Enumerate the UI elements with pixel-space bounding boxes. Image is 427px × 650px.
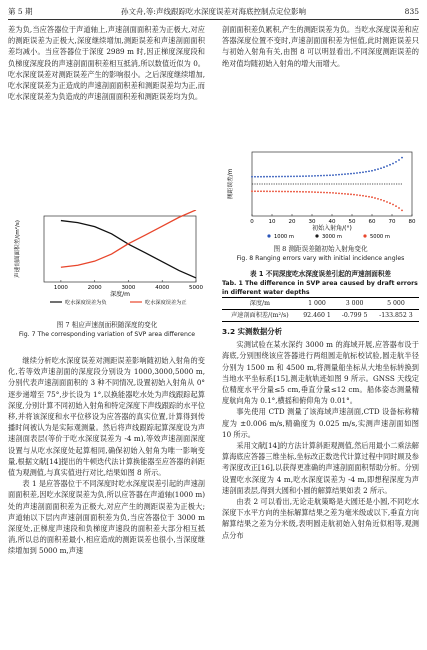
- x-tick-label: 4000: [155, 285, 170, 291]
- series-point-1: [287, 176, 289, 178]
- x-tick-label: 40: [328, 219, 336, 225]
- series-point-1: [284, 176, 286, 178]
- series-point-1: [260, 176, 262, 178]
- series-point-3: [290, 191, 292, 193]
- series-point-3: [374, 197, 376, 199]
- right-paragraph-4: 采用文献[14]的方法计算斜距观测值,然后用最小二乘法解算海底应答器三维坐标,坐标改正数迭代计算过程中同时顾及参考深度改正[16],以获得更准确的声速剖面面积帮助分析。分别设置吃水深度为 4 m,吃水深度误差为 -4 m,即想程深度为声速剖面表层,得到大圆和小圆的解算结果如表 2 所示。: [222, 441, 419, 495]
- series-point-1: [266, 176, 268, 178]
- table-1-cell: -0.799 5: [336, 310, 372, 322]
- series-point-3: [383, 200, 385, 202]
- series-point-1: [383, 166, 385, 168]
- series-point-3: [308, 191, 310, 193]
- series-point-3: [251, 190, 253, 192]
- series-point-3: [389, 202, 391, 204]
- legend-label: 3000 m: [322, 234, 342, 240]
- running-header: [8, 6, 419, 18]
- section-heading: 3.2 实测数据分析: [222, 327, 283, 336]
- table-1-row-label: 声速剖面积差/(m²/s): [222, 310, 298, 322]
- right-paragraph-3: 事先使用 CTD 测量了该海域声速剖面,CTD 设备标称精度为 ±0.006 m/s,精确度为 0.025 m/s,实测声速剖面如图 10 所示。: [222, 407, 419, 439]
- table-1-header-d3: 5 000: [373, 298, 419, 310]
- series-point-1: [392, 163, 394, 165]
- series-point-3: [341, 193, 343, 195]
- left-column-lower: [8, 355, 205, 557]
- series-point-3: [269, 190, 271, 192]
- series-point-1: [377, 168, 379, 170]
- x-tick-label: 80: [408, 219, 416, 225]
- series-line-1: [61, 221, 196, 278]
- table-1-title-en: Tab. 1 The difference in SVP area caused by draft errors in different water depths: [222, 280, 418, 296]
- series-point-1: [371, 170, 373, 172]
- series-point-3: [323, 192, 325, 194]
- series-point-1: [251, 176, 253, 178]
- x-tick-label: 70: [388, 219, 396, 225]
- series-point-3: [398, 207, 400, 209]
- series-point-3: [338, 192, 340, 194]
- series-point-1: [329, 174, 331, 176]
- series-point-3: [344, 193, 346, 195]
- series-point-1: [389, 164, 391, 166]
- series-point-3: [305, 191, 307, 193]
- x-tick-label: 2000: [87, 285, 102, 291]
- series-point-3: [284, 191, 286, 193]
- y-axis-label: 声速剖面面积差/(m²/s): [15, 220, 21, 278]
- series-point-3: [401, 210, 403, 212]
- series-point-3: [362, 195, 364, 197]
- legend-label: 1000 m: [274, 234, 294, 240]
- right-paragraph-5: 由表 2 可以看出,无论走航策略是大圆还是小圆,不同吃水深度下水平方向的坐标解算结果之差为毫米级或以下,垂直方向解算结果之差为分米级,表明圆走航初始入射角近似相等,观测点分布: [222, 497, 419, 540]
- x-tick-label: 50: [348, 219, 356, 225]
- series-point-1: [317, 175, 319, 177]
- table-1-cell: 92.460 1: [298, 310, 337, 322]
- series-point-3: [332, 192, 334, 194]
- series-point-3: [392, 204, 394, 206]
- series-point-1: [323, 175, 325, 177]
- series-point-1: [326, 175, 328, 177]
- series-point-1: [359, 172, 361, 174]
- series-point-3: [278, 191, 280, 193]
- series-point-3: [326, 192, 328, 194]
- running-title: 孙文舟,等:声线跟踪吃水深度误差对海底控制点定位影响: [121, 7, 306, 16]
- left-paragraph-2: 继续分析吃水深度误差对测距误差影响随初始入射角的变化,若等效声速剖面的深度段分别设为 1000,3000,5000 m,分别代表声速剖面面积的 3 种不同情况,设置初始入射角从 0°逐步递增至 75°,步长设为 1°,以换能器吃水处为声线跟踪起算深度,分别计算不同初始入射角和特定深度下声线跟踪的水平位移,并将该深度和水平位移设为应答器的真实位置,计算得到传播时间被认为是实际观测量。然后将声线跟踪起算深度设为声速剖面表层(等价于吃水深度误差为 -4 m),等效声速剖面深度设置与从吃水深度处起算相同,确保初始入射角为唯一影响变量,根据文献[14]提出的牛顿迭代法计算换能器至应答器的斜距值为观测值,与真实值进行对比,结果如图 8 所示。: [8, 356, 205, 478]
- x-axis-label: 深度/m: [110, 291, 130, 298]
- right-paragraph-2: 实测试验在某水深约 3000 m 的海域开展,应答器布设于海底,分别围绕该应答器进行两组圆走航标校试验,圆走航半径分别为 1500 m 和 4500 m,将测量船坐标从大地坐标转换到当地水平坐标系[15],测走航轨迹如图 9 所示。GNSS 天线定位精度水平分量≤5 cm,垂直分量≤12 cm。船体姿态测量精度航向角为 0.1°,横摇和俯仰角为 0.01°。: [222, 340, 419, 406]
- x-tick-label: 30: [308, 219, 316, 225]
- series-point-3: [320, 191, 322, 193]
- x-tick-label: 0: [250, 219, 254, 225]
- figure-8-caption-cn: 图 8 测距误差随初始入射角变化: [273, 245, 368, 254]
- right-column: [222, 24, 419, 69]
- legend-swatch: [315, 234, 318, 237]
- x-tick-label: 5000: [189, 285, 203, 291]
- figure-7: [10, 210, 204, 338]
- left-column: [8, 24, 205, 102]
- series-point-3: [296, 191, 298, 193]
- series-point-1: [278, 176, 280, 178]
- left-paragraph-1: 差为负,当应答器位于声道轴上,声速剖面面积差为正极大,对应的测距误差为正极大,深度继续增加,测距误差和声速剖面面积差均减小。当应答器位于深度 2989 m 时,因正梯度深度段和负梯度深度段的声速剖面面积差相互抵消,所以数值近似为 0。吃水深度误差对测距误差产生的影响很小。之后深度继续增加,吃水深度误差为正造成的声速剖面面积差和测距误差均为正,而吃水深度误差为负造成的声速剖面面积差和测距误差均为负。: [8, 25, 205, 102]
- series-point-1: [311, 175, 313, 177]
- figure-8-chart: [222, 146, 419, 242]
- series-point-1: [401, 157, 403, 159]
- series-point-1: [380, 167, 382, 169]
- series-point-1: [353, 172, 355, 174]
- table-1: [222, 297, 419, 322]
- series-point-1: [356, 172, 358, 174]
- series-point-3: [395, 205, 397, 207]
- series-point-1: [386, 165, 388, 167]
- series-point-1: [293, 175, 295, 177]
- table-1-header-d2: 3 000: [336, 298, 372, 310]
- series-point-3: [302, 191, 304, 193]
- series-point-1: [269, 176, 271, 178]
- series-point-1: [314, 175, 316, 177]
- series-point-3: [272, 190, 274, 192]
- table-1-header-depth: 深度/m: [222, 298, 298, 310]
- series-point-1: [257, 176, 259, 178]
- series-line-2: [61, 210, 196, 267]
- series-point-3: [347, 193, 349, 195]
- series-point-3: [335, 192, 337, 194]
- series-point-3: [359, 194, 361, 196]
- table-1-header-d1: 1 000: [298, 298, 337, 310]
- series-point-3: [386, 201, 388, 203]
- series-point-1: [302, 175, 304, 177]
- header-rule: [8, 19, 419, 20]
- series-point-1: [341, 174, 343, 176]
- series-point-3: [329, 192, 331, 194]
- table-row: [222, 310, 419, 322]
- right-paragraph-1: 剖面面积差负累积,产生的测距误差为负。当吃水深度误差和应答器深度位置不变时,声速剖面面积差为恒值,此时测距误差只与初始入射角有关,由图 8 可以明显看出,不同深度测距误差的绝对值均随初始入射角的增大而增大。: [222, 25, 419, 68]
- series-point-1: [272, 176, 274, 178]
- figure-8: [222, 146, 419, 262]
- series-point-3: [380, 199, 382, 201]
- series-point-1: [281, 176, 283, 178]
- left-paragraph-3: 表 1 是应答器位于不同深度时吃水深度误差引起的声速剖面面积差,因吃水深度误差为负,所以应答器在声道轴(1000 m)处的声速剖面面积差为正极大,对应产生的测距误差为正极大;声道轴以下层内声速剖面面积差为负,当应答器位于 3000 m 深度处,正梯度声速段和负梯度声速段的面积差大部分相互抵消,所以总的面积差最小,相应造成的测距误差也很小,当深度继续增加到 5000 m,声速: [8, 479, 205, 556]
- series-point-3: [317, 191, 319, 193]
- series-point-3: [311, 191, 313, 193]
- series-point-3: [287, 191, 289, 193]
- series-point-3: [293, 191, 295, 193]
- y-axis-label: 测距误差/m: [228, 168, 234, 200]
- series-point-3: [365, 195, 367, 197]
- figure-7-caption-en: Fig. 7 The corresponding variation of SVP area difference: [18, 331, 196, 339]
- series-point-1: [296, 175, 298, 177]
- x-tick-label: 3000: [121, 285, 136, 291]
- legend-label: 5000 m: [370, 234, 390, 240]
- series-point-3: [377, 198, 379, 200]
- series-point-1: [263, 176, 265, 178]
- series-point-3: [353, 194, 355, 196]
- series-point-3: [281, 191, 283, 193]
- series-point-3: [275, 191, 277, 193]
- series-point-1: [368, 170, 370, 172]
- series-point-1: [320, 175, 322, 177]
- page-number: 835: [404, 7, 419, 16]
- series-point-3: [299, 191, 301, 193]
- series-point-1: [308, 175, 310, 177]
- series-point-3: [356, 194, 358, 196]
- series-point-1: [290, 176, 292, 178]
- legend-swatch: [267, 234, 270, 237]
- legend-label: 吃水深度误差为正: [145, 300, 187, 306]
- series-point-1: [398, 159, 400, 161]
- series-point-3: [314, 191, 316, 193]
- series-point-3: [371, 196, 373, 198]
- figure-7-chart: [10, 210, 204, 318]
- x-tick-label: 20: [288, 219, 296, 225]
- x-tick-label: 10: [268, 219, 276, 225]
- figure-8-caption-en: Fig. 8 Ranging errors vary with initial incidence angles: [236, 255, 405, 263]
- x-axis-label: 初始入射角/(°): [312, 225, 352, 232]
- table-1-block: [222, 270, 419, 541]
- x-tick-label: 1000: [53, 285, 68, 291]
- series-point-1: [362, 171, 364, 173]
- series-point-1: [338, 174, 340, 176]
- x-tick-label: 60: [368, 219, 376, 225]
- series-point-3: [263, 190, 265, 192]
- series-point-3: [350, 193, 352, 195]
- series-point-1: [305, 175, 307, 177]
- issue-number: 第 5 期: [8, 7, 33, 16]
- series-point-1: [254, 176, 256, 178]
- series-point-3: [260, 190, 262, 192]
- series-point-1: [275, 176, 277, 178]
- series-point-3: [266, 190, 268, 192]
- series-point-3: [368, 196, 370, 198]
- table-1-cell: -133.852 3: [373, 310, 419, 322]
- series-point-3: [257, 190, 259, 192]
- series-point-1: [374, 169, 376, 171]
- figure-7-caption-cn: 图 7 相应声速剖面积随深度的变化: [56, 321, 158, 330]
- table-1-title-cn: 表 1 不同深度吃水深度误差引起的声速剖面积差: [249, 270, 392, 278]
- series-point-1: [335, 174, 337, 176]
- series-point-1: [347, 173, 349, 175]
- series-point-1: [332, 174, 334, 176]
- series-point-1: [365, 171, 367, 173]
- series-point-1: [299, 175, 301, 177]
- legend-swatch: [363, 234, 366, 237]
- legend-label: 吃水深度误差为负: [65, 300, 107, 306]
- series-point-1: [350, 173, 352, 175]
- series-point-1: [395, 161, 397, 163]
- series-point-1: [344, 173, 346, 175]
- series-point-3: [254, 190, 256, 192]
